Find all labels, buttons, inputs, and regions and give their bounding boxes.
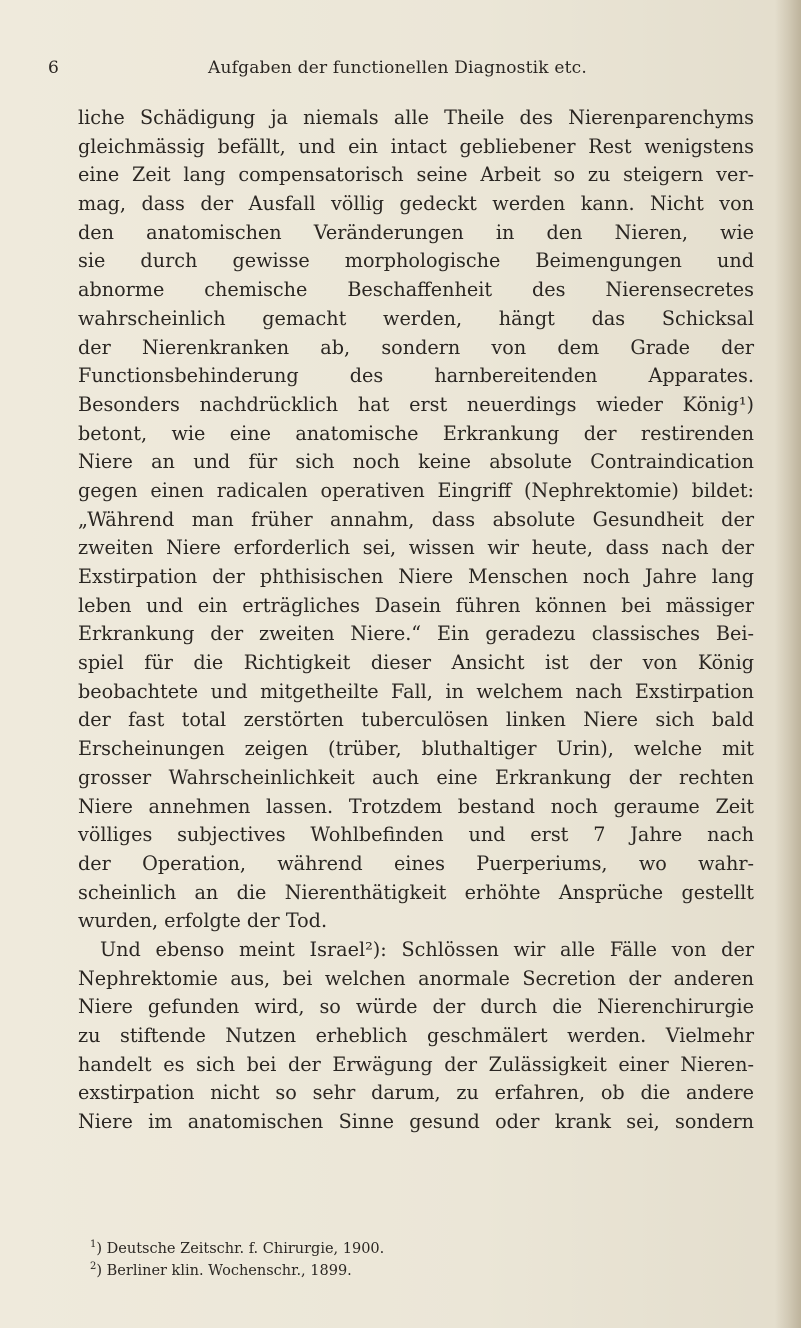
text-line: leben und ein erträgliches Dasein führen können bei mässiger (78, 593, 754, 617)
text-line: betont, wie eine anatomische Erkrankung der restirenden (78, 421, 754, 445)
text-line: liche Schädigung ja niemals alle Theile des Nierenparenchyms (78, 106, 754, 129)
text-line: Niere gefunden wird, so würde der durch die Nierenchirurgie (78, 995, 754, 1019)
paragraph-end-line: wurden, erfolgte der Tod. (78, 909, 328, 933)
footnote-text: Berliner klin. Wochenschr., 1899. (106, 1263, 352, 1279)
text-line: Erkrankung der zweiten Niere.“ Ein geradezu classisches Bei- (78, 622, 754, 646)
text-line: gleichmässig befällt, und ein intact gebliebener Rest wenigstens (78, 134, 754, 158)
text-line: wahrscheinlich gemacht werden, hängt das Schicksal (78, 306, 754, 330)
text-line: mag, dass der Ausfall völlig gedeckt werden kann. Nicht von (78, 192, 754, 216)
page-edge-shadow (775, 0, 801, 1328)
footnote-1: $^1$) Deutsche Zeitschr. f. Chirurgie, 1900. (90, 1239, 385, 1257)
text-line: Exstirpation der phthisischen Niere Menschen noch Jahre lang (78, 565, 754, 588)
text-line: exstirpation nicht so sehr darum, zu erfahren, ob die andere (78, 1081, 754, 1105)
text-line: zu stiftende Nutzen erheblich geschmälert werden. Vielmehr (78, 1024, 754, 1047)
text-line: sie durch gewisse morphologische Beimengungen und (78, 249, 754, 273)
paragraph-start-line: Und ebenso meint Israel²): Schlössen wir alle Fälle von der (100, 937, 754, 961)
text-line: der Operation, während eines Puerperiums, wo wahr- (78, 851, 754, 875)
footnote-text: Deutsche Zeitschr. f. Chirurgie, 1900. (106, 1241, 385, 1257)
text-line: Functionsbehinderung des harnbereitenden Apparates. (78, 364, 754, 388)
text-line: völliges subjectives Wohlbefinden und erst 7 Jahre nach (78, 823, 754, 847)
text-line: den anatomischen Veränderungen in den Nieren, wie (78, 220, 754, 244)
text-line: Niere annehmen lassen. Trotzdem bestand noch geraume Zeit (78, 794, 754, 818)
footnote-marker: 1 (90, 1239, 97, 1251)
text-line: zweiten Niere erforderlich sei, wissen wir heute, dass nach der (78, 536, 754, 560)
text-line: Nephrektomie aus, bei welchen anormale Secretion der anderen (78, 966, 754, 990)
page-header (48, 58, 748, 84)
text-line: der Nierenkranken ab, sondern von dem Grade der (78, 335, 754, 359)
footnote-2: $^2$) Berliner klin. Wochenschr., 1899. (90, 1261, 352, 1279)
footnotes (90, 1238, 730, 1282)
text-line: spiel für die Richtigkeit dieser Ansicht ist der von König (78, 651, 754, 675)
text-line: handelt es sich bei der Erwägung der Zulässigkeit einer Nieren- (78, 1052, 754, 1076)
text-line: Niere im anatomischen Sinne gesund oder krank sei, sondern (78, 1110, 754, 1134)
text-line: Niere an und für sich noch keine absolute Contraindication (78, 450, 754, 474)
text-line: „Während man früher annahm, dass absolute Gesundheit der (78, 507, 754, 531)
page-number: 6 (48, 58, 60, 78)
text-line: eine Zeit lang compensatorisch seine Arbeit so zu steigern ver- (78, 163, 754, 187)
text-line: grosser Wahrscheinlichkeit auch eine Erkrankung der rechten (78, 765, 754, 789)
body-text (78, 104, 754, 1137)
text-line: gegen einen radicalen operativen Eingriff (Nephrektomie) bildet: (78, 478, 754, 502)
text-line: scheinlich an die Nierenthätigkeit erhöhte Ansprüche gestellt (78, 880, 754, 904)
text-line: Besonders nachdrücklich hat erst neuerdings wieder König¹) (78, 392, 754, 416)
text-line: Erscheinungen zeigen (trüber, bluthaltiger Urin), welche mit (78, 737, 754, 761)
running-title: Aufgaben der functionellen Diagnostik etc. (208, 58, 587, 78)
text-line: beobachtete und mitgetheilte Fall, in welchem nach Exstirpation (78, 679, 754, 703)
text-line: der fast total zerstörten tuberculösen linken Niere sich bald (78, 708, 754, 732)
footnote-marker: 2 (90, 1261, 97, 1273)
text-line: abnorme chemische Beschaffenheit des Nierensecretes (78, 278, 754, 302)
